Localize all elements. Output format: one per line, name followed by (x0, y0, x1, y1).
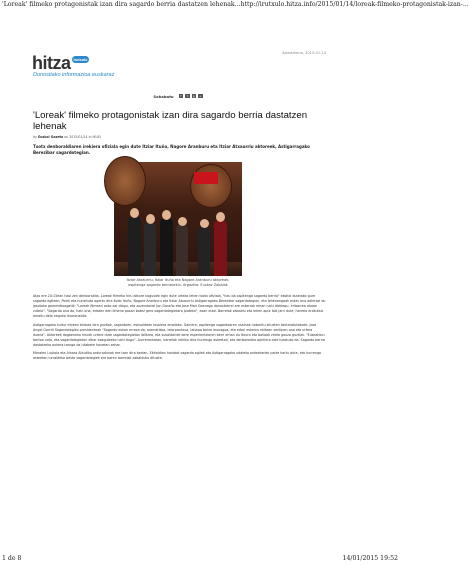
person-5-head (200, 219, 209, 228)
barrel-right (190, 164, 232, 208)
article-title: 'Loreak' filmeko protagonistak izan dira sagardo berria dastatzen lehenak (33, 110, 308, 132)
print-header (2, 0, 469, 9)
site-logo[interactable] (32, 54, 89, 72)
site-tagline: Donostiako informazioa euskaraz (33, 72, 115, 78)
article-lead: Txotx denboraldiaren irekiera ofiziala egin dute Itziar Ituño, Nagore Aranburu eta Itziar Atxaurriu aktoreek, Astigarragako Berezibar sagardotegian. (33, 144, 310, 155)
article-byline (33, 135, 326, 139)
print-title: 'Loreak' filmeko protagonistak izan dira sagardo berria dastatzen lehenak... (2, 1, 241, 8)
person-6 (214, 220, 227, 276)
person-6-head (216, 212, 225, 222)
person-4 (176, 224, 188, 276)
logo-wordmark: hitza (32, 53, 71, 73)
person-1-head (130, 208, 139, 218)
person-2 (144, 222, 156, 276)
person-1 (128, 216, 141, 276)
masthead (30, 42, 326, 90)
more-share-icon[interactable]: + (199, 93, 202, 98)
article-body (33, 294, 326, 361)
facebook-share-icon[interactable]: f (180, 93, 182, 98)
byline-author[interactable]: Euskal Gazeta (37, 135, 64, 139)
google-share-icon[interactable]: g (192, 93, 195, 98)
page-sheet (30, 42, 326, 365)
site-date: Asteazkena, 2015-01-14 (282, 51, 326, 55)
article-photo (114, 162, 242, 276)
byline-prefix: by (33, 135, 37, 139)
share-label: Sakabatu (153, 93, 174, 99)
print-url[interactable]: http://irutxulo.hitza.info/2015/01/14/loreak-filmeko-protagonistak-izan-... (240, 1, 469, 8)
article-paragraph: Atzo ere 20:15ean hasi zen denboraldia. Loreak filmeko hiru aktore nagusiek egin dute urteko lehen txotx ofiziala, "hau da ospitenga sagardo berria" ekoitzi dutelako gure sagardo egileen. Pozik eta hunkituta agertu dira Itziar Ituño, Nagore Aranburu eta Itziar Atxaurriu Astigarragako Berezibar sagardotegian, eta lehenengoak esker ona adierazi du jasotako gomendioagatik: "Loreak filmeari asko zor diogu, eta zuzendariei Jon Garaño eta Jose Mari Goenaga donostiarrei ere eskerrak eman nahi dizkiegu, irribarrea ahoan zutela". "Sagardo ona da, hain ona, edaten den lehena pasan batez gero sagardotegietara joateko", esan dute. Barrelak zabaldu eta lehen apur bat jarri dute, horrela erakutsiz amaitu dela neguko itxaronaldia. (33, 294, 326, 318)
person-2-head (146, 214, 155, 224)
article-figure (30, 162, 326, 288)
logo-badge: Irutxulo (73, 57, 88, 62)
twitter-share-icon[interactable]: t (186, 93, 188, 98)
print-datetime: 14/01/2015 19:52 (342, 555, 398, 562)
share-bar (30, 92, 326, 100)
person-4-head (178, 217, 187, 226)
photo-caption: Itziar Atxaurriu, Itziar Ituño eta Nagore Aranburu aktoreak, ospitenga sagardo berriarekin. Argazkia: Euskaz Zabalak (126, 278, 230, 287)
print-page-count: 1 de 8 (2, 555, 22, 562)
red-sign (194, 172, 218, 184)
person-3 (160, 218, 173, 276)
barrel-left (104, 156, 146, 206)
article-paragraph: Moralen Lupiola eta Ainara Atxutiko arduradunak ere izan dira bertan. Ekitaldian hainbat sagardo egilek eta Astigarragako udaleko ordezkariek parte hartu dute, eta hurrengo asteetan lurraldeko beste sagardotegiek ere beren barrelak zabalduko dituzte. (33, 351, 322, 360)
byline-meta: on 2015/01/14 in IKUSI (64, 135, 101, 139)
article-paragraph: Astigarragako kultur etxean bilduta dira guztiak, sagardoen, eskualdean lasaiera emateko. Gainera, ospitenga sagardoaren usainak nabaritu zituzten bertaratutakoek. Jose Angel Gorriti Sagardotegiko presidenteak "Sagardo eskan erraza da, aromatikoa, leiorpantxua, laiskaa baina leunagoa, eta edari eskeinu ekitean sentipen ona eta urtero duena". Aktoreek dagoeneko hiruek urtero dute sagardotegietan ibiltzea, eta sukaldariek bere esperientziaren berri eman du Itxura eta balioak zirela gauza guztiak. "Euskaldun bertoa nola, eta sagardotegietan elkar ezagutzeko nahi dugu". Aurrerantzean, barrelak irekiko dira hurrengo asteetan, eta denboraldia apirilera arte luzatuko da. Sagardo berria dastatzeko aukera izango da hilabete hauetan zehar. (33, 322, 326, 347)
person-5 (198, 226, 210, 276)
person-3-head (162, 210, 171, 220)
print-footer (2, 554, 398, 563)
